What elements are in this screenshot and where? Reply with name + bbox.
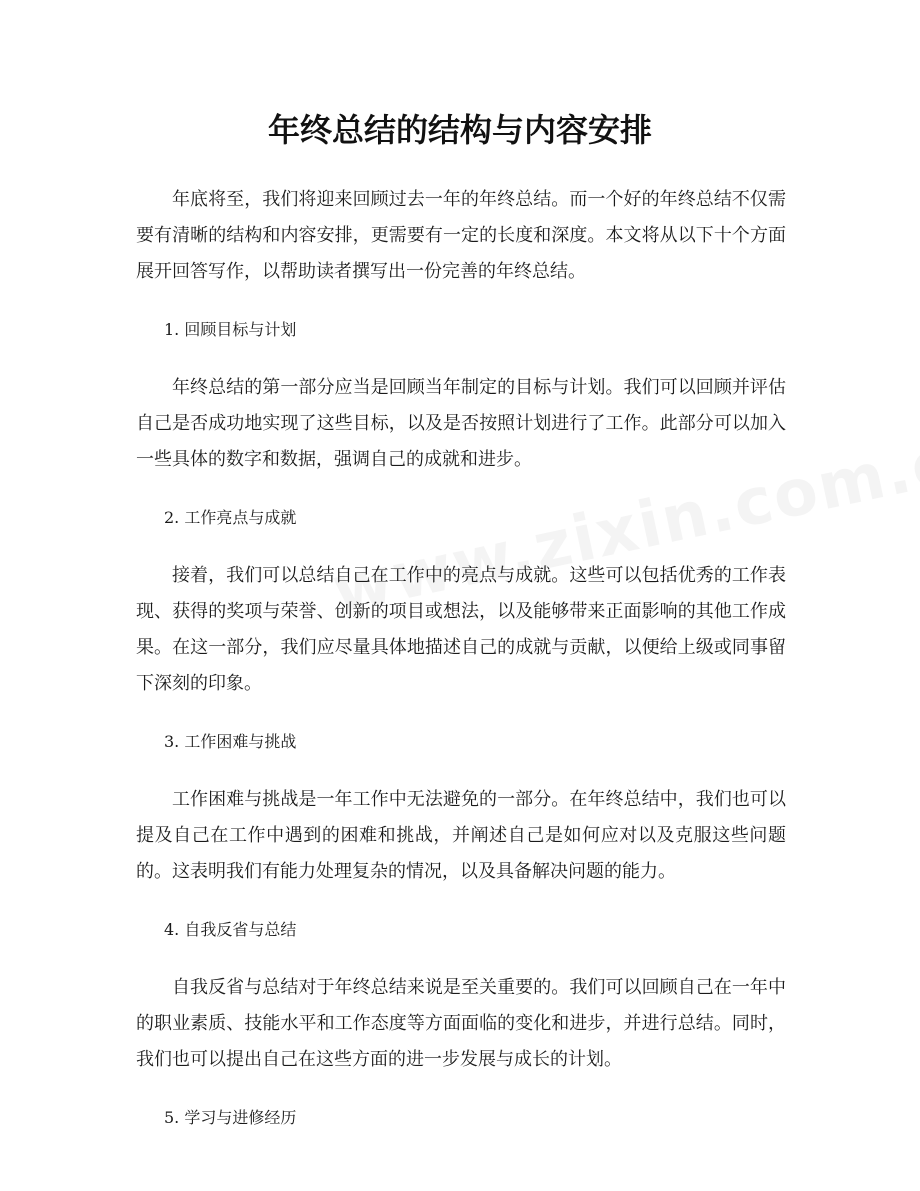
section-heading-5: 5. 学习与进修经历 [164,1108,297,1127]
document-body [136,182,786,1158]
section-heading-3: 3. 工作困难与挑战 [164,732,297,751]
page-title: 年终总结的结构与内容安排 [267,111,652,149]
section-heading-1: 1. 回顾目标与计划 [164,320,297,339]
section-heading-4: 4. 自我反省与总结 [164,920,297,939]
intro-paragraph: 年底将至，我们将迎来回顾过去一年的年终总结。而一个好的年终总结不仅需要有清晰的结构和内容安排，更需要有一定的长度和深度。本文将从以下十个方面展开回答写作，以帮助读者撰写出一份完善的年终总结。 [136,189,786,282]
section-body-1: 年终总结的第一部分应当是回顾当年制定的目标与计划。我们可以回顾并评估自己是否成功地实现了这些目标，以及是否按照计划进行了工作。此部分可以加入一些具体的数字和数据，强调自己的成就和进步。 [136,377,786,470]
section-body-4: 自我反省与总结对于年终总结来说是至关重要的。我们可以回顾自己在一年中的职业素质、技能水平和工作态度等方面面临的变化和进步，并进行总结。同时，我们也可以提出自己在这些方面的进一步发展与成长的计划。 [136,977,786,1070]
section-body-2: 接着，我们可以总结自己在工作中的亮点与成就。这些可以包括优秀的工作表现、获得的奖项与荣誉、创新的项目或想法，以及能够带来正面影响的其他工作成果。在这一部分，我们应尽量具体地描述自己的成就与贡献，以便给上级或同事留下深刻的印象。 [136,565,786,694]
section-heading-2: 2. 工作亮点与成就 [164,508,297,527]
section-body-3: 工作困难与挑战是一年工作中无法避免的一部分。在年终总结中，我们也可以提及自己在工作中遇到的困难和挑战，并阐述自己是如何应对以及克服这些问题的。这表明我们有能力处理复杂的情况，以及具备解决问题的能力。 [136,789,786,882]
